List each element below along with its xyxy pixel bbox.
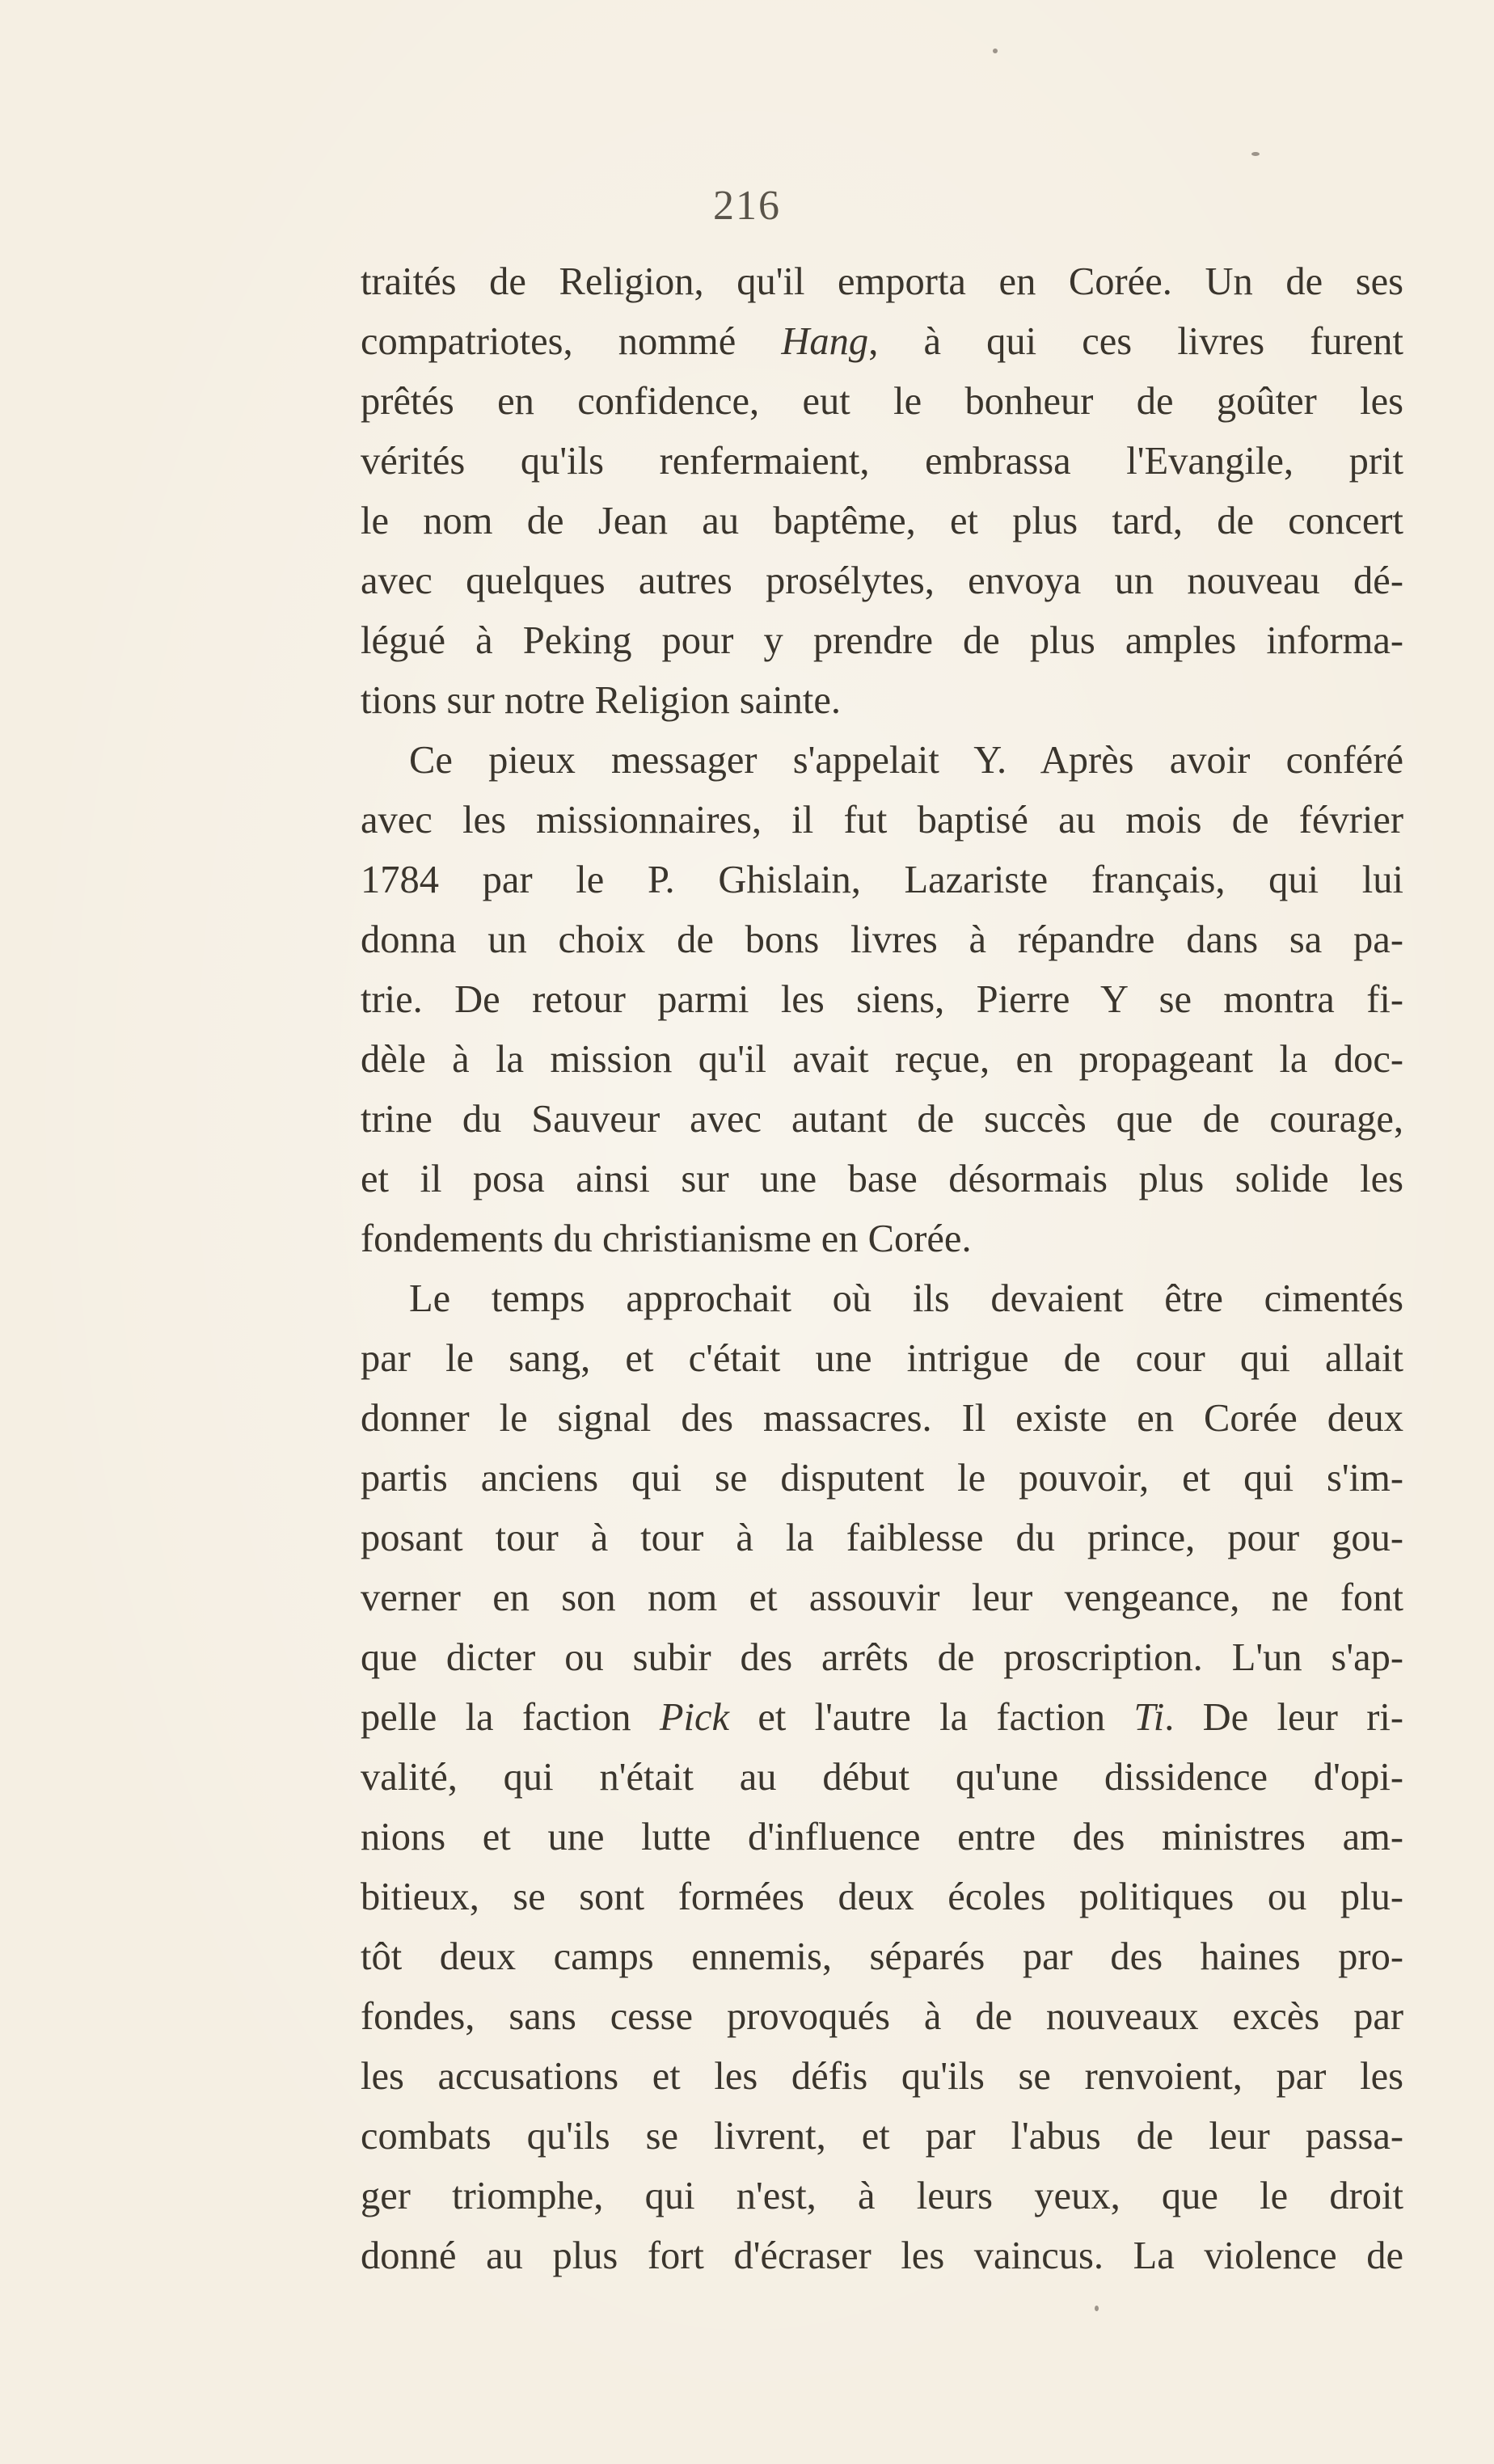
text-line: fondes, sans cesse provoqués à de nouveaux excès par <box>361 1995 1403 2038</box>
text-line: valité, qui n'était au début qu'une dissidence d'opi- <box>361 1756 1403 1799</box>
text-line: Ce pieux messager s'appelait Y. Après avoir conféré <box>409 739 1403 782</box>
text-line: par le sang, et c'était une intrigue de cour qui allait <box>361 1337 1403 1380</box>
text-line: bitieux, se sont formées deux écoles politiques ou plu- <box>361 1875 1403 1918</box>
text-line: verner en son nom et assouvir leur vengeance, ne font <box>361 1576 1403 1619</box>
text-span: . De leur ri- <box>1164 1696 1403 1739</box>
paper-speck <box>993 49 998 53</box>
page-number: 216 <box>713 183 781 229</box>
text-line: combats qu'ils se livrent, et par l'abus de leur passa- <box>361 2115 1403 2158</box>
text-line: fondements du christianisme en Corée. <box>361 1217 972 1260</box>
text-line: ger triomphe, qui n'est, à leurs yeux, que le droit <box>361 2175 1403 2217</box>
text-line: trie. De retour parmi les siens, Pierre Y se montra fi- <box>361 978 1403 1021</box>
text-line: légué à Peking pour y prendre de plus amples informa- <box>361 619 1403 662</box>
italic-name: Hang <box>781 320 869 363</box>
text-line: 1784 par le P. Ghislain, Lazariste français, qui lui <box>361 859 1403 901</box>
paper-speck <box>1095 2306 1099 2311</box>
text-line: nions et une lutte d'influence entre des ministres am- <box>361 1816 1403 1859</box>
text-line: trine du Sauveur avec autant de succès que de courage, <box>361 1098 1403 1141</box>
text-span: compatriotes, nommé <box>361 320 782 363</box>
paper-speck <box>1251 152 1260 156</box>
text-line: tôt deux camps ennemis, séparés par des haines pro- <box>361 1935 1403 1978</box>
text-line: donné au plus fort d'écraser les vaincus. La violence de <box>361 2234 1403 2277</box>
text-line: partis anciens qui se disputent le pouvoir, et qui s'im- <box>361 1457 1403 1500</box>
text-line: les accusations et les défis qu'ils se renvoient, par les <box>361 2055 1403 2098</box>
text-line: avec les missionnaires, il fut baptisé au mois de février <box>361 799 1403 842</box>
text-line: que dicter ou subir des arrêts de proscription. L'un s'ap- <box>361 1636 1403 1679</box>
italic-name: Ti <box>1133 1696 1165 1739</box>
text-line: et il posa ainsi sur une base désormais plus solide les <box>361 1158 1403 1200</box>
text-line: donna un choix de bons livres à répandre dans sa pa- <box>361 918 1403 961</box>
body-text <box>361 252 1403 2286</box>
text-line: tions sur notre Religion sainte. <box>361 679 842 722</box>
text-line: vérités qu'ils renfermaient, embrassa l'Evangile, prit <box>361 440 1403 483</box>
text-line: posant tour à tour à la faiblesse du prince, pour gou- <box>361 1517 1403 1559</box>
text-span: pelle la faction <box>361 1696 660 1739</box>
text-line <box>361 312 1403 372</box>
text-line: dèle à la mission qu'il avait reçue, en propageant la doc- <box>361 1038 1403 1081</box>
text-span: , à qui ces livres furent <box>868 320 1403 363</box>
text-line <box>361 1688 1403 1748</box>
text-line: traités de Religion, qu'il emporta en Corée. Un de ses <box>361 260 1403 303</box>
text-line: Le temps approchait où ils devaient être cimentés <box>409 1277 1403 1320</box>
text-line: le nom de Jean au baptême, et plus tard, de concert <box>361 500 1403 542</box>
text-line: avec quelques autres prosélytes, envoya un nouveau dé- <box>361 559 1403 602</box>
text-line: prêtés en confidence, eut le bonheur de goûter les <box>361 380 1403 423</box>
text-span: et l'autre la faction <box>729 1696 1134 1739</box>
italic-name: Pick <box>659 1696 730 1739</box>
text-line: donner le signal des massacres. Il existe en Corée deux <box>361 1397 1403 1440</box>
